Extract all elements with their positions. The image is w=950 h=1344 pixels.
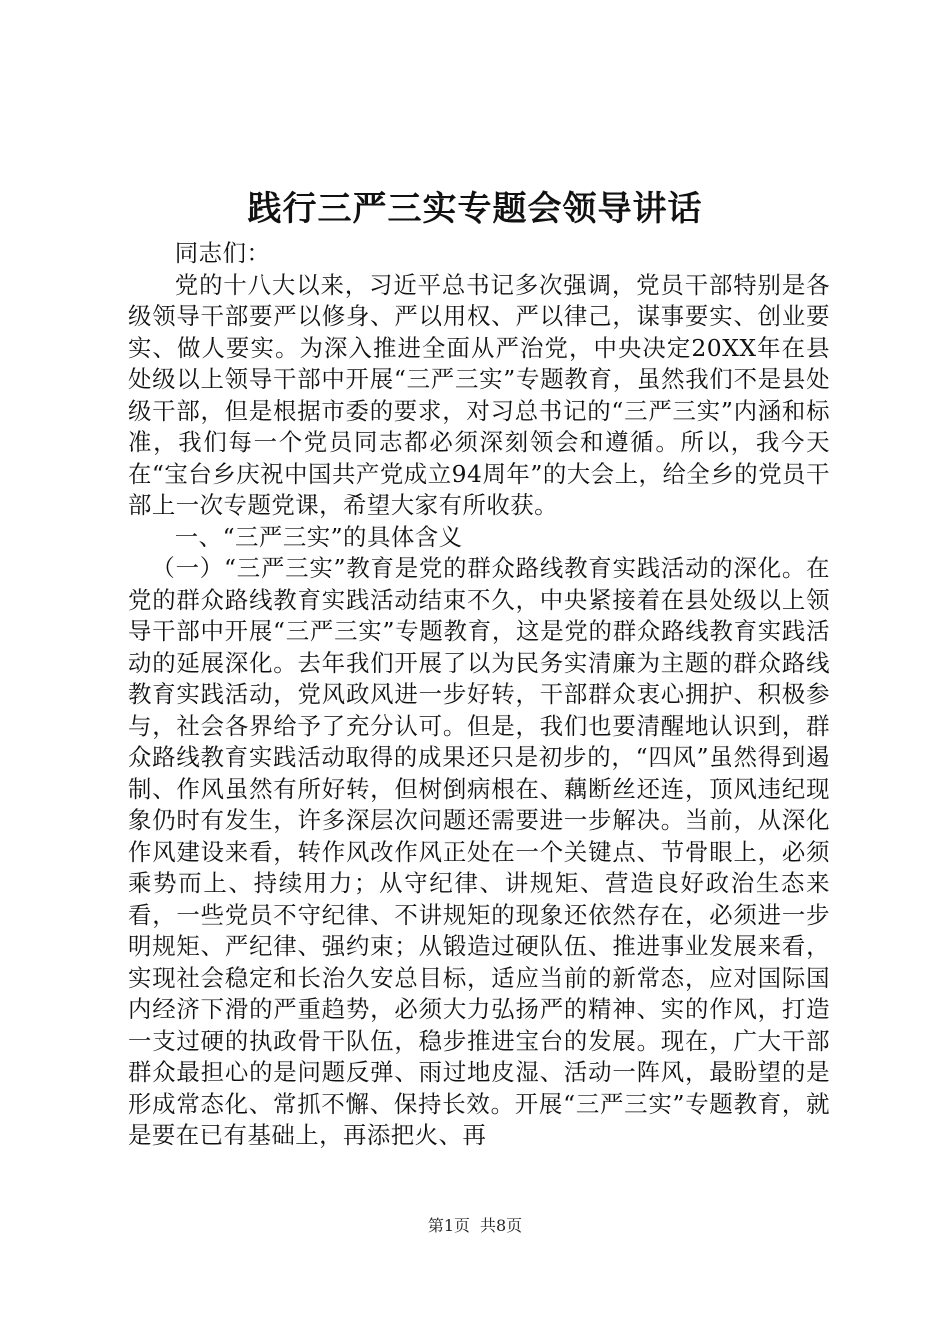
intro-paragraph: 党的十八大以来，习近平总书记多次强调，党员干部特别是各级领导干部要严以修身、严以用权、严以律己，谋事要实、创业要实、做人要实。为深入推进全面从严治党，中央决定20XX年在县处级以上领导干部中开展“三严三实”专题教育，虽然我们不是县处级干部，但是根据市委的要求，对习总书记的“三严三实”内涵和标准，我们每一个党员同志都必须深刻领会和遵循。所以，我今天在“宝台乡庆祝中国共产党成立94周年”的大会上，给全乡的党员干部上一次专题党课，希望大家有所收获。 bbox=[128, 270, 830, 519]
document-title: 践行三严三实专题会领导讲话 bbox=[247, 189, 703, 229]
salutation: 同志们： bbox=[174, 239, 271, 267]
document-body bbox=[128, 238, 830, 1152]
page-number: 第1页 bbox=[427, 1216, 470, 1235]
page-total: 共8页 bbox=[480, 1216, 523, 1235]
section-heading: 一、“三严三实”的具体含义 bbox=[174, 522, 463, 551]
subsection-paragraph: （一）“三严三实”教育是党的群众路线教育实践活动的深化。在党的群众路线教育实践活动结束不久，中央紧接着在县处级以上领导干部中开展“三严三实”专题教育，这是党的群众路线教育实践活动的延展深化。去年我们开展了以为民务实清廉为主题的群众路线教育实践活动，党风政风进一步好转，干部群众衷心拥护、积极参与，社会各界给予了充分认可。但是，我们也要清醒地认识到，群众路线教育实践活动取得的成果还只是初步的，“四风”虽然得到遏制、作风虽然有所好转，但树倒病根在、藕断丝还连，顶风违纪现象仍时有发生，许多深层次问题还需要进一步解决。当前，从深化作风建设来看，转作风改作风正处在一个关键点、节骨眼上，必须乘势而上、持续用力；从守纪律、讲规矩、营造良好政治生态来看，一些党员不守纪律、不讲规矩的现象还依然存在，必须进一步明规矩、严纪律、强约束；从锻造过硬队伍、推进事业发展来看，实现社会稳定和长治久安总目标，适应当前的新常态，应对国际国内经济下滑的严重趋势，必须大力弘扬严的精神、实的作风，打造一支过硬的执政骨干队伍，稳步推进宝台的发展。现在，广大干部群众最担心的是问题反弹、雨过地皮湿、活动一阵风，最盼望的是形成常态化、常抓不懈、保持长效。开展“三严三实”专题教育，就是要在已有基础上，再添把火、再 bbox=[128, 554, 830, 1149]
page-footer bbox=[0, 1216, 950, 1236]
